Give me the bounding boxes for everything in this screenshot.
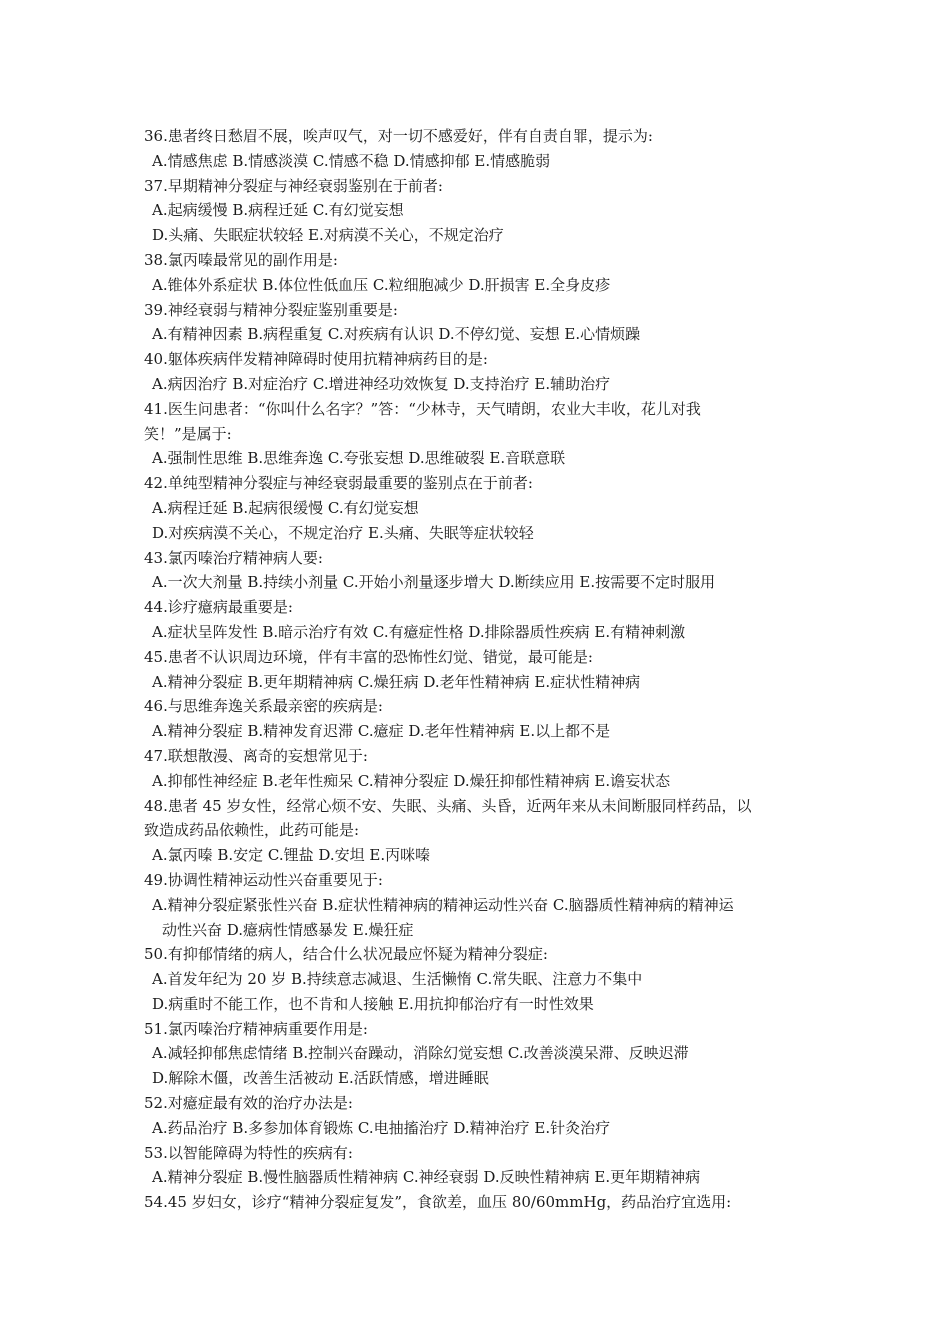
question-line: 51.氯丙嗪治疗精神病重要作用是: bbox=[144, 1019, 368, 1038]
question-line: 致造成药品依赖性，此药可能是: bbox=[144, 821, 360, 840]
option-line: D.病重时不能工作，也不肯和人接触 E.用抗抑郁治疗有一时性效果 bbox=[152, 994, 594, 1013]
option-line: A.强制性思维 B.思维奔逸 C.夸张妄想 D.思维破裂 E.音联意联 bbox=[152, 449, 566, 468]
question-line: 37.早期精神分裂症与神经衰弱鉴别在于前者: bbox=[144, 176, 443, 195]
option-line: A.症状呈阵发性 B.暗示治疗有效 C.有癔症性格 D.排除器质性疾病 E.有精神刺激 bbox=[152, 622, 686, 641]
question-line: 41.医生问患者：“你叫什么名字？”答：“少林寺，天气晴朗，农业大丰收，花儿对我 bbox=[144, 399, 701, 418]
question-line: 39.神经衰弱与精神分裂症鉴别重要是: bbox=[144, 300, 398, 319]
question-line: 50.有抑郁情绪的病人，结合什么状况最应怀疑为精神分裂症: bbox=[144, 945, 548, 964]
question-line: 48.患者 45 岁女性，经常心烦不安、失眠、头痛、头昏，近两年来从未间断服同样药品，以 bbox=[144, 796, 752, 815]
option-line: A.起病缓慢 B.病程迁延 C.有幻觉妄想 bbox=[152, 201, 404, 220]
question-line: 47.联想散漫、离奇的妄想常见于: bbox=[144, 746, 368, 765]
option-line: A.药品治疗 B.多参加体育锻炼 C.电抽搐治疗 D.精神治疗 E.针灸治疗 bbox=[152, 1118, 611, 1137]
option-continuation-line: 动性兴奋 D.癔病性情感暴发 E.燥狂症 bbox=[162, 920, 414, 939]
question-line: 40.躯体疾病伴发精神障碍时使用抗精神病药目的是: bbox=[144, 350, 488, 369]
option-line: A.精神分裂症 B.精神发育迟滞 C.癔症 D.老年性精神病 E.以上都不是 bbox=[152, 722, 611, 741]
option-line: A.病因治疗 B.对症治疗 C.增进神经功效恢复 D.支持治疗 E.辅助治疗 bbox=[152, 374, 611, 393]
option-line: A.病程迁延 B.起病很缓慢 C.有幻觉妄想 bbox=[152, 498, 419, 517]
question-line: 42.单纯型精神分裂症与神经衰弱最重要的鉴别点在于前者: bbox=[144, 474, 533, 493]
question-line: 52.对癔症最有效的治疗办法是: bbox=[144, 1094, 353, 1113]
question-line: 36.患者终日愁眉不展，唉声叹气，对一切不感爱好，伴有自责自罪，提示为: bbox=[144, 127, 653, 145]
option-line: A.一次大剂量 B.持续小剂量 C.开始小剂量逐步增大 D.断续应用 E.按需要不定时服用 bbox=[152, 573, 716, 592]
question-line: 笑！”是属于: bbox=[144, 424, 232, 443]
option-line: A.锥体外系症状 B.体位性低血压 C.粒细胞减少 D.肝损害 E.全身皮疹 bbox=[152, 275, 611, 294]
option-line: A.减轻抑郁焦虑情绪 B.控制兴奋躁动，消除幻觉妄想 C.改善淡漠呆滞、反映迟滞 bbox=[152, 1044, 689, 1063]
option-line: A.首发年纪为 20 岁 B.持续意志减退、生活懒惰 C.常失眠、注意力不集中 bbox=[152, 970, 643, 989]
question-line: 46.与思维奔逸关系最亲密的疾病是: bbox=[144, 697, 383, 716]
question-line: 49.协调性精神运动性兴奋重要见于: bbox=[144, 870, 383, 889]
question-line: 53.以智能障碍为特性的疾病有: bbox=[144, 1143, 353, 1162]
option-line: A.氯丙嗪 B.安定 C.锂盐 D.安坦 E.丙咪嗪 bbox=[152, 846, 431, 865]
option-line: D.解除木僵，改善生活被动 E.活跃情感，增进睡眠 bbox=[152, 1069, 489, 1088]
question-list bbox=[144, 124, 824, 1215]
option-line: A.抑郁性神经症 B.老年性痴呆 C.精神分裂症 D.燥狂抑郁性精神病 E.谵妄状态 bbox=[152, 771, 671, 790]
question-line: 43.氯丙嗪治疗精神病人要: bbox=[144, 548, 323, 567]
question-line: 45.患者不认识周边环境，伴有丰富的恐怖性幻觉、错觉，最可能是: bbox=[144, 647, 593, 666]
option-line: A.精神分裂症 B.慢性脑器质性精神病 C.神经衰弱 D.反映性精神病 E.更年期精神病 bbox=[152, 1168, 701, 1187]
question-line: 44.诊疗癔病最重要是: bbox=[144, 598, 293, 617]
question-line: 54.45 岁妇女，诊疗“精神分裂症复发”，食欲差，血压 80/60mmHg，药品治疗宜选用: bbox=[144, 1193, 732, 1212]
question-line: 38.氯丙嗪最常见的副作用是: bbox=[144, 250, 338, 269]
option-line: A.有精神因素 B.病程重复 C.对疾病有认识 D.不停幻觉、妄想 E.心情烦躁 bbox=[152, 325, 641, 344]
option-line: D.对疾病漠不关心，不规定治疗 E.头痛、失眠等症状较轻 bbox=[152, 523, 534, 542]
option-line: A.精神分裂症紧张性兴奋 B.症状性精神病的精神运动性兴奋 C.脑器质性精神病的精神运 bbox=[152, 895, 734, 914]
option-line: D.头痛、失眠症状较轻 E.对病漠不关心，不规定治疗 bbox=[152, 226, 504, 245]
option-line: A.情感焦虑 B.情感淡漠 C.情感不稳 D.情感抑郁 E.情感脆弱 bbox=[152, 151, 551, 170]
option-line: A.精神分裂症 B.更年期精神病 C.燥狂病 D.老年性精神病 E.症状性精神病 bbox=[152, 672, 641, 691]
